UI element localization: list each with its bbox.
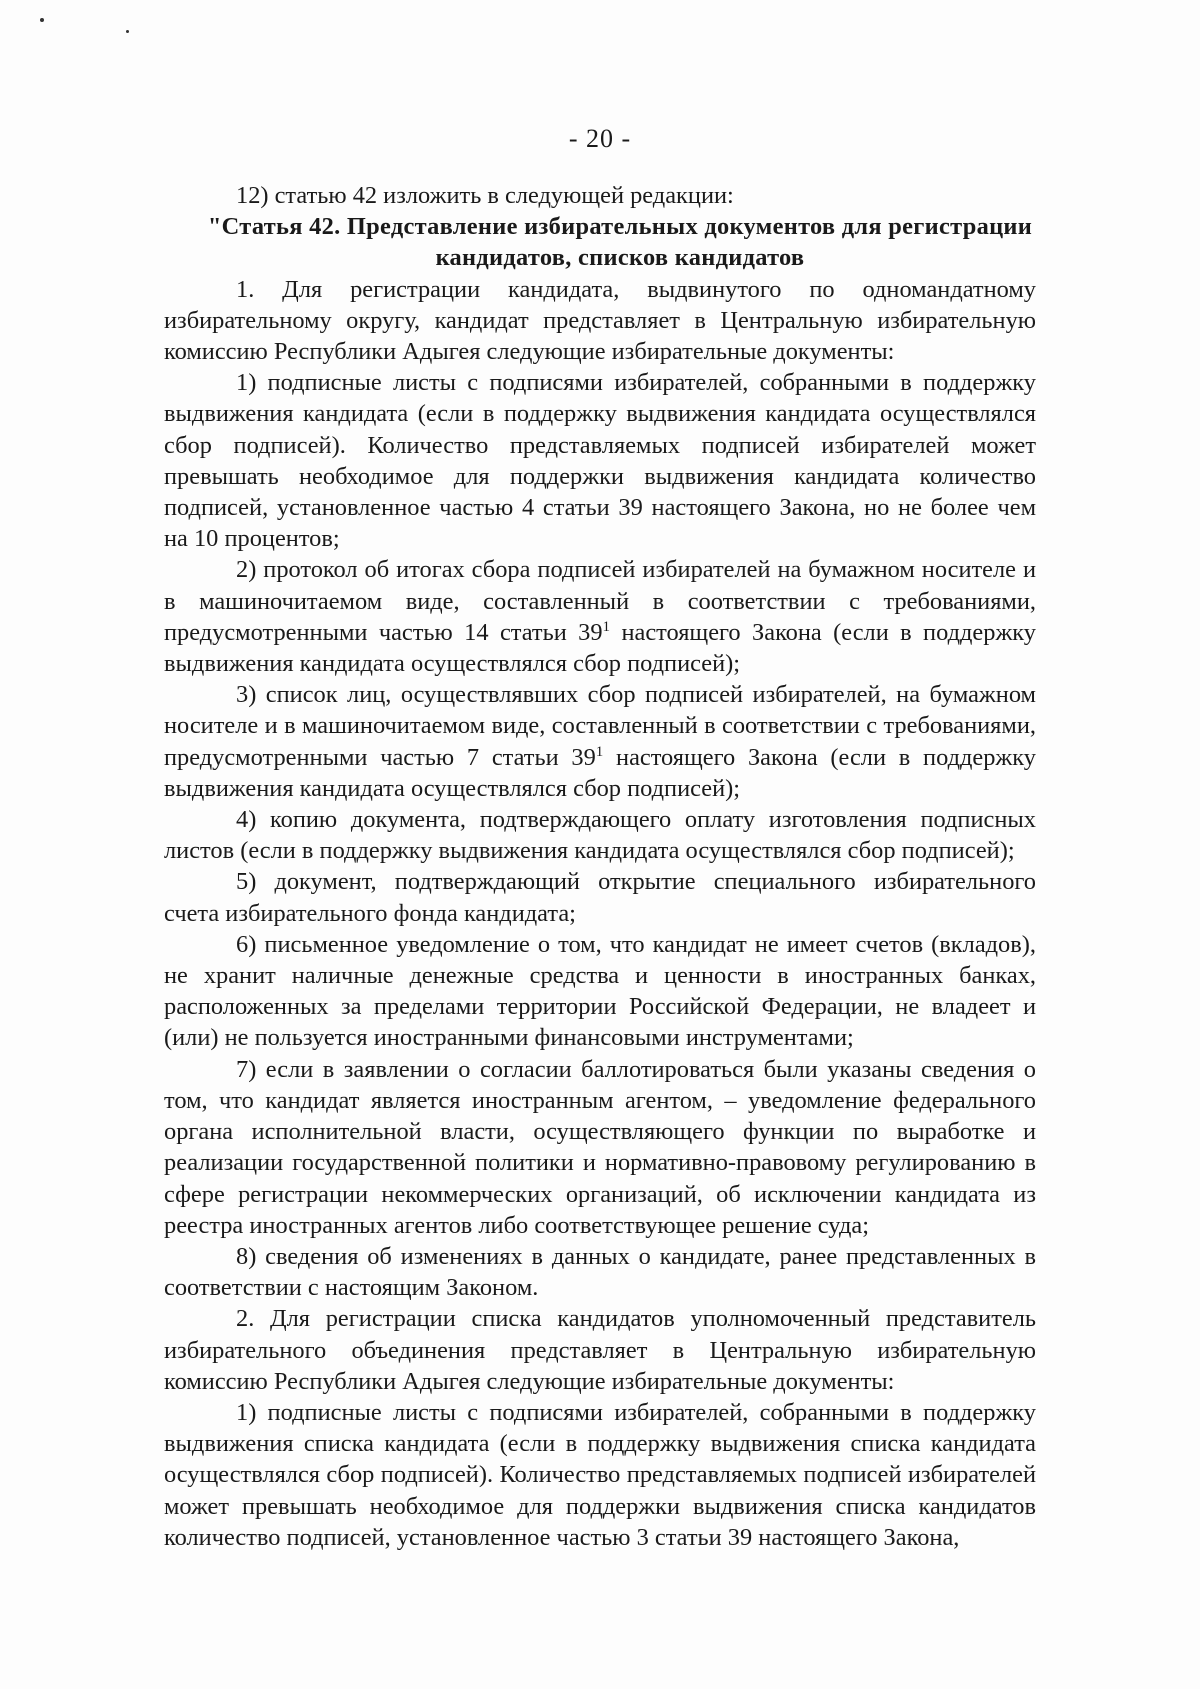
item-1-7: 7) если в заявлении о согласии баллотироваться были указаны сведения о том, что кандидат является иностранным агентом, – уведомление федерального органа исполнительной власти, осуществляющего функции по выработке и реализации государственной политики и нормативно-правовому регулированию в сфере регистрации некоммерческих организаций, об исключении кандидата из реестра иностранных агентов либо соответствующее решение суда; (164, 1055, 1036, 1239)
item-1-2 (164, 554, 1036, 679)
superscript: 1 (602, 618, 611, 635)
paragraph-2: 2. Для регистрации списка кандидатов уполномоченный представитель избирательного объединения представляет в Центральную избирательную комиссию Республики Адыгея следующие избирательные документы: (164, 1305, 1036, 1395)
item-1-3 (164, 679, 1036, 804)
scan-speck (126, 30, 129, 33)
item-1-3-text-end: настоящего Закона (если в поддержку выдвижения кандидата осуществлялся сбор подписей); (164, 743, 1036, 802)
item-1-3-text: 3) список лиц, осуществлявших сбор подписей избирателей, на бумажном носителе и в машиночитаемом виде, составленный в соответствии с требованиями, предусмотренными частью 7 статьи 39 (164, 681, 1036, 771)
amendment-intro: 12) статью 42 изложить в следующей редакции: (236, 182, 734, 209)
paragraph-1: 1. Для регистрации кандидата, выдвинутого по одномандатному избирательному округу, кандидат представляет в Центральную избирательную комиссию Республики Адыгея следующие избирательные документы: (164, 275, 1036, 366)
item-1-1: 1) подписные листы с подписями избирателей, собранными в поддержку выдвижения кандидата (если в поддержку выдвижения кандидата осуществлялся сбор подписей). Количество представляемых подписей избирателей может превышать необходимое для поддержки выдвижения кандидата количество подписей, установленное частью 4 статьи 39 настоящего Закона, но не более чем на 10 процентов; (164, 369, 1036, 553)
page-number: - 20 - (568, 124, 632, 153)
article-heading: "Статья 42. Представление избирательных документов для регистрации кандидатов, списков кандидатов (207, 213, 1033, 272)
scan-speck (40, 18, 44, 22)
item-1-4: 4) копию документа, подтверждающего оплату изготовления подписных листов (если в поддержку выдвижения кандидата осуществлялся сбор подписей); (164, 806, 1036, 865)
document-body (164, 180, 1036, 1553)
item-1-2-text: 2) протокол об итогах сбора подписей избирателей на бумажном носителе и в машиночитаемом виде, составленный в соответствии с требованиями, предусмотренными частью 14 статьи 39 (164, 556, 1036, 646)
item-1-6: 6) письменное уведомление о том, что кандидат не имеет счетов (вкладов), не хранит наличные денежные средства и ценности в иностранных банках, расположенных за пределами территории Российской Федерации, не владеет и (или) не пользуется иностранными финансовыми инструментами; (164, 930, 1036, 1052)
item-2-1: 1) подписные листы с подписями избирателей, собранными в поддержку выдвижения списка кандидата (если в поддержку выдвижения списка кандидата осуществлялся сбор подписей). Количество представляемых подписей избирателей может превышать необходимое для поддержки выдвижения списка кандидатов количество подписей, установленное частью 3 статьи 39 настоящего Закона, (164, 1398, 1036, 1551)
item-1-8: 8) сведения об изменениях в данных о кандидате, ранее представленных в соответствии с настоящим Законом. (164, 1242, 1036, 1302)
item-1-2-text-end: настоящего Закона (если в поддержку выдвижения кандидата осуществлялся сбор подписей); (164, 618, 1036, 678)
item-1-5: 5) документ, подтверждающий открытие специального избирательного счета избирательного фонда кандидата; (164, 868, 1036, 927)
superscript: 1 (595, 743, 604, 760)
